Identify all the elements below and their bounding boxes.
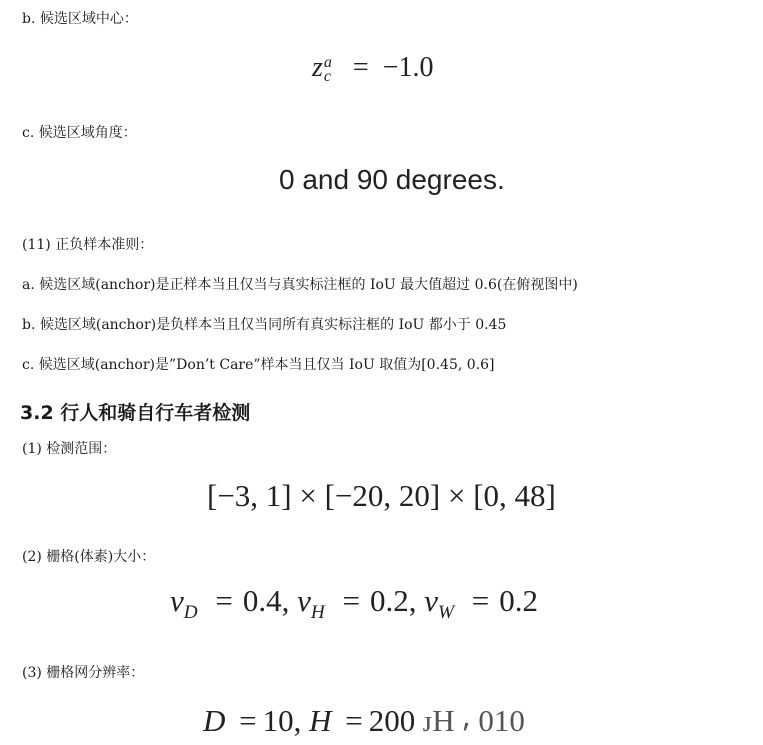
voxel-equation <box>170 583 538 624</box>
eq-op: = <box>352 52 369 83</box>
voxel-sub-w: W <box>438 602 455 624</box>
center-label: b. 候选区域中心： <box>22 11 138 27</box>
center-equation <box>312 52 434 84</box>
res-h: H <box>309 703 332 738</box>
rule-c: c. 候选区域(anchor)是”Don’t Care”样本当且仅当 IoU 取值为[0.45, 0.6] <box>22 357 495 373</box>
rule-heading: (11) 正负样本准则： <box>22 237 154 253</box>
voxel-val-h: 0.2, <box>370 583 417 618</box>
angle-text: 0 and 90 degrees. <box>279 164 505 195</box>
resolution-label: (3) 栅格网分辨率： <box>22 665 145 681</box>
rule-b: b. 候选区域(anchor)是负样本当且仅当同所有真实标注框的 IoU 都小于 0.45 <box>22 317 507 333</box>
eq-sup: a <box>323 53 332 71</box>
rule-a: a. 候选区域(anchor)是正样本当且仅当与真实标注框的 IoU 最大值超过 0.6(在俯视图中) <box>22 277 578 293</box>
res-tail: ᴊH ⸴ 010 <box>423 703 525 738</box>
voxel-var-w: v <box>424 583 439 618</box>
voxel-eq-2: = <box>342 583 360 618</box>
voxel-var-h: v <box>297 583 311 618</box>
eq-sub: c <box>323 67 332 85</box>
section-title: 3.2 行人和骑自行车者检测 <box>20 402 251 424</box>
voxel-label: (2) 栅格(体素)大小： <box>22 549 156 565</box>
res-eq-2: = <box>345 703 363 738</box>
range-expression: [−3, 1] × [−20, 20] × [0, 48] <box>207 478 556 513</box>
res-eq-1: = <box>239 703 257 738</box>
voxel-var-d: v <box>170 583 184 618</box>
voxel-val-d: 0.4, <box>242 583 290 618</box>
voxel-eq-1: = <box>215 583 233 618</box>
range-label: (1) 检测范围： <box>22 441 117 457</box>
voxel-sub-d: D <box>183 602 198 624</box>
eq-var: z <box>312 52 323 83</box>
res-h-val: 200 <box>368 703 416 738</box>
res-d: D <box>203 703 226 738</box>
voxel-val-w: 0.2 <box>499 583 538 618</box>
resolution-equation <box>203 699 525 741</box>
eq-val: −1.0 <box>382 52 434 83</box>
voxel-eq-3: = <box>471 583 490 618</box>
res-d-val: 10, <box>262 703 302 738</box>
angle-label: c. 候选区域角度： <box>22 125 137 141</box>
voxel-sub-h: H <box>310 602 325 624</box>
